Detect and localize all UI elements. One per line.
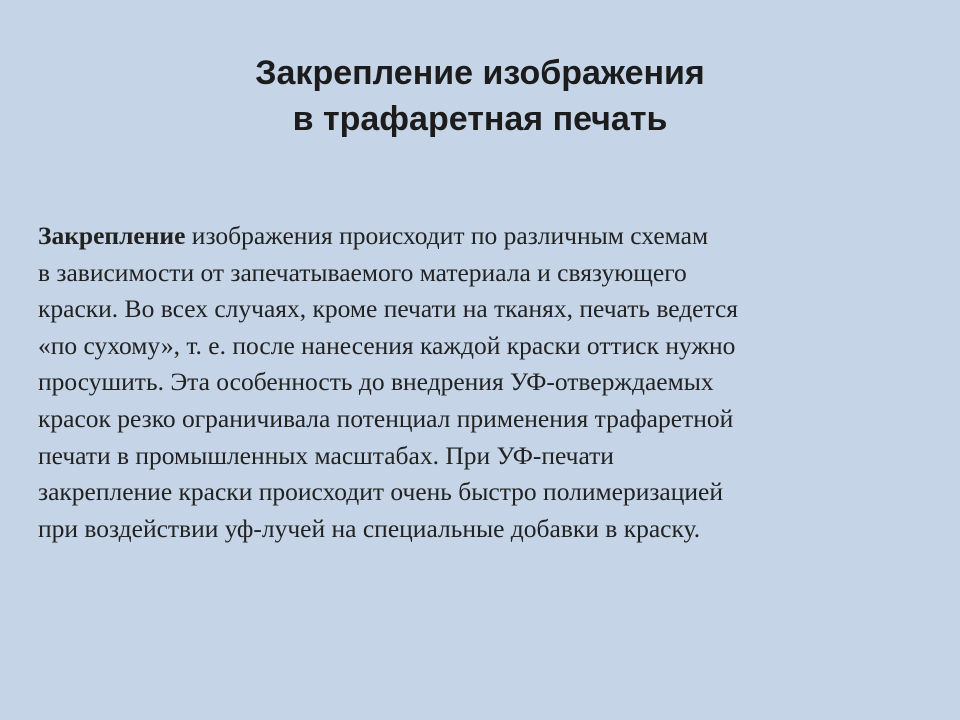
slide-title (0, 50, 960, 142)
body-line-1 (38, 218, 918, 255)
body-line-5: просушить. Эта особенность до внедрения УФ-отверждаемых (38, 367, 714, 397)
body-line-7: печати в промышленных масштабах. При УФ-печати (38, 440, 614, 470)
body-line-8: закрепление краски происходит очень быстро полимеризацией (38, 477, 723, 507)
body-lead-term: Закрепление (38, 221, 186, 250)
body-line-3: краски. Во всех случаях, кроме печати на тканях, печать ведется (38, 294, 739, 324)
body-line-4: «по сухому», т. е. после нанесения каждой краски оттиск нужно (38, 330, 736, 360)
slide-title-line-1: Закрепление изображения (255, 54, 705, 92)
body-line-6: красок резко ограничивала потенциал применения трафаретной (38, 403, 734, 433)
body-paragraph (38, 218, 918, 547)
body-line-2: в зависимости от запечатываемого материала и связующего (38, 257, 687, 287)
body-line-1-text: изображения происходит по различным схемам (185, 221, 709, 250)
slide-title-line-2: в трафаретная печать (292, 100, 668, 138)
body-line-9: при воздействии уф-лучей на специальные добавки в краску. (38, 513, 701, 543)
